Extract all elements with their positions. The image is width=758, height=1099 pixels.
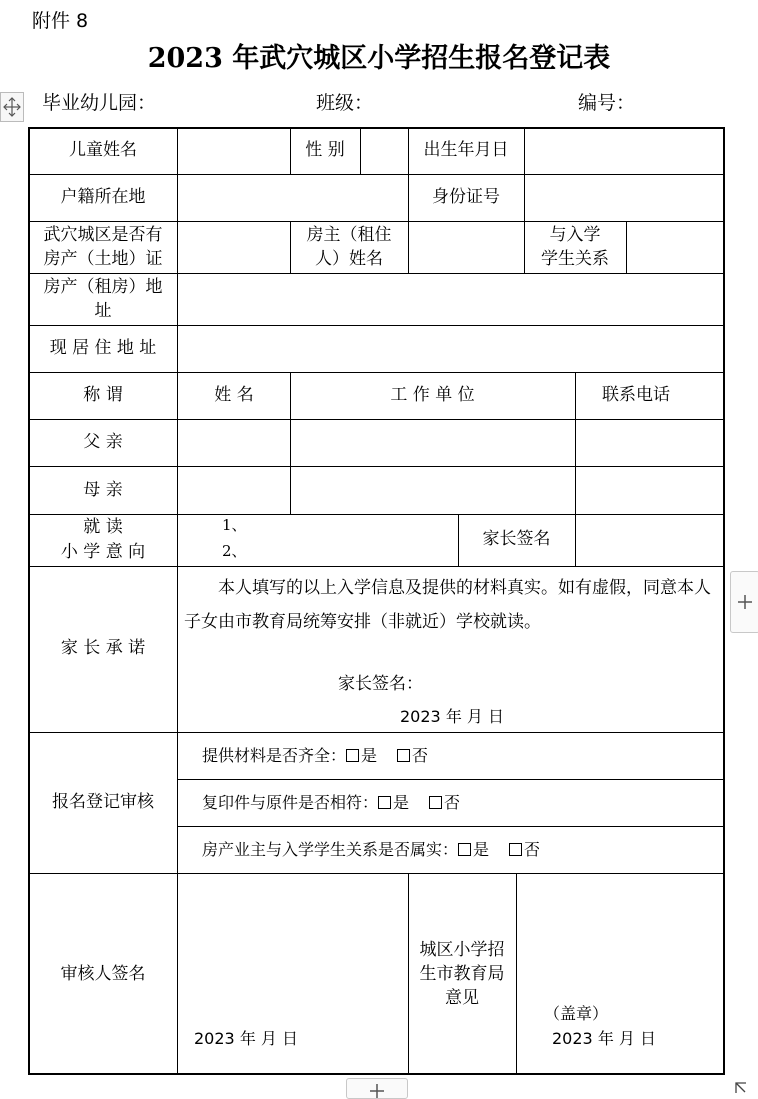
- yes-option[interactable]: [346, 744, 377, 767]
- form-title: 2023 年武穴城区小学招生报名登记表: [147, 43, 611, 74]
- col-divider: [177, 127, 178, 1074]
- row-divider: [28, 873, 725, 874]
- row-divider: [178, 779, 725, 780]
- promise-sign-label: 家长签名：: [338, 674, 423, 694]
- reviewer-sign-label: 审核人签名: [60, 964, 146, 984]
- current-addr-label: 现 居 住 地 址: [49, 338, 157, 358]
- yes-checkbox[interactable]: [458, 843, 471, 856]
- hukou-field[interactable]: [180, 177, 406, 219]
- row-divider: [28, 419, 725, 420]
- mother-phone-field[interactable]: [577, 469, 722, 512]
- promise-label: 家 长 承 诺: [60, 638, 146, 658]
- no-option[interactable]: [509, 838, 540, 861]
- row-divider: [178, 826, 725, 827]
- yes-label: 是: [361, 746, 378, 765]
- bureau-label-1: 城区小学招: [419, 940, 505, 960]
- col-divider: [290, 372, 291, 514]
- no-label: 否: [444, 793, 461, 812]
- bureau-label-2: 生市教育局: [419, 964, 505, 984]
- col-divider: [360, 127, 361, 174]
- col-divider: [290, 127, 291, 174]
- relation-field[interactable]: [628, 224, 722, 271]
- col-phone-label: 联系电话: [602, 385, 670, 405]
- intent-label-2: 小 学 意 向: [60, 542, 146, 562]
- col-divider: [524, 127, 525, 221]
- relation-label-2: 学生关系: [541, 249, 609, 269]
- col-divider: [626, 221, 627, 273]
- col-divider: [575, 372, 576, 514]
- row-divider: [28, 273, 725, 274]
- row-divider: [28, 566, 725, 567]
- yes-label: 是: [473, 840, 490, 859]
- bureau-label-3: 意见: [445, 988, 479, 1008]
- no-checkbox[interactable]: [509, 843, 522, 856]
- id-number-label: 身份证号: [432, 187, 500, 207]
- review-q3: 房产业主与入学学生关系是否属实：: [202, 840, 459, 859]
- promise-text: 本人填写的以上入学信息及提供的材料真实。如有虚假，同意本人子女由市教育局统筹安排（非就近）学校就读。: [184, 578, 711, 632]
- current-addr-field[interactable]: [180, 328, 722, 370]
- promise-date: [400, 705, 504, 728]
- no-checkbox[interactable]: [429, 796, 442, 809]
- yes-checkbox[interactable]: [378, 796, 391, 809]
- yes-option[interactable]: [378, 791, 409, 814]
- yes-checkbox[interactable]: [346, 749, 359, 762]
- reviewer-date: [194, 1027, 298, 1050]
- row-divider: [28, 325, 725, 326]
- add-row-button[interactable]: [346, 1078, 408, 1099]
- bureau-date-year: 2023: [552, 1029, 593, 1048]
- property-addr-field[interactable]: [180, 276, 722, 323]
- property-addr-label-1: 房产（租房）地: [43, 277, 163, 297]
- reviewer-date-suffix: 年 月 日: [239, 1029, 298, 1048]
- add-column-button[interactable]: [730, 571, 758, 633]
- child-name-label: 儿童姓名: [69, 140, 137, 160]
- reviewer-sign-field[interactable]: [180, 876, 406, 1016]
- number-label: 编号：: [578, 92, 636, 114]
- intent-parent-sign-field[interactable]: [577, 517, 722, 564]
- owner-name-field[interactable]: [410, 224, 522, 271]
- birth-date-field[interactable]: [526, 130, 722, 172]
- col-divider: [458, 514, 459, 566]
- review-q2: 复印件与原件是否相符：: [202, 793, 379, 812]
- promise-date-year: 2023: [400, 707, 441, 726]
- col-divider: [408, 221, 409, 273]
- owner-label-1: 房主（租住: [306, 225, 392, 245]
- col-divider: [290, 221, 291, 273]
- table-move-handle[interactable]: [0, 92, 24, 122]
- gender-field[interactable]: [362, 130, 406, 172]
- property-cert-label-1: 武穴城区是否有: [43, 225, 163, 245]
- father-name-field[interactable]: [180, 422, 288, 464]
- mother-label: 母 亲: [83, 480, 123, 500]
- yes-label: 是: [393, 793, 410, 812]
- row-divider: [28, 221, 725, 222]
- class-label: 班级：: [316, 92, 374, 114]
- property-addr-label-2: 址: [94, 301, 112, 321]
- father-label: 父 亲: [83, 432, 123, 452]
- review-q1: 提供材料是否齐全：: [202, 746, 347, 765]
- promise-date-suffix: 年 月 日: [445, 707, 504, 726]
- father-phone-field[interactable]: [577, 422, 722, 464]
- reviewer-date-year: 2023: [194, 1029, 235, 1048]
- col-divider: [516, 873, 517, 1074]
- col-divider: [408, 873, 409, 1074]
- review-row-2: [202, 791, 480, 814]
- choice-2[interactable]: 2、: [222, 542, 247, 560]
- mother-work-field[interactable]: [292, 469, 573, 512]
- kindergarten-label: 毕业幼儿园：: [42, 92, 157, 114]
- birth-date-label: 出生年月日: [423, 140, 509, 160]
- no-option[interactable]: [429, 791, 460, 814]
- child-name-field[interactable]: [180, 130, 288, 172]
- property-cert-field[interactable]: [180, 224, 288, 271]
- row-divider: [28, 732, 725, 733]
- row-divider: [28, 174, 725, 175]
- bureau-opinion-field[interactable]: [518, 876, 722, 996]
- property-cert-label-2: 房产（土地）证: [43, 249, 163, 269]
- col-divider: [524, 221, 525, 273]
- row-divider: [28, 466, 725, 467]
- col-divider: [575, 514, 576, 566]
- mother-name-field[interactable]: [180, 469, 288, 512]
- seal-label: （盖章）: [544, 1004, 609, 1023]
- no-label: 否: [412, 746, 429, 765]
- row-divider: [28, 372, 725, 373]
- relation-label-1: 与入学: [549, 225, 601, 245]
- col-title-label: 称 谓: [83, 385, 123, 405]
- col-work-label: 工 作 单 位: [390, 385, 475, 405]
- father-work-field[interactable]: [292, 422, 573, 464]
- intent-label-1: 就 读: [83, 517, 123, 537]
- attachment-label: 附件 8: [32, 10, 89, 32]
- move-arrows-icon: [3, 96, 21, 118]
- hukou-label: 户籍所在地: [60, 187, 146, 207]
- plus-icon: [737, 594, 753, 610]
- choice-1[interactable]: 1、: [222, 516, 247, 534]
- review-label: 报名登记审核: [52, 792, 154, 812]
- bureau-date: [552, 1027, 656, 1050]
- intent-parent-sign-label: 家长签名: [482, 529, 551, 549]
- gender-label: 性 别: [305, 140, 345, 160]
- no-label: 否: [524, 840, 541, 859]
- no-checkbox[interactable]: [397, 749, 410, 762]
- id-number-field[interactable]: [526, 177, 722, 219]
- no-option[interactable]: [397, 744, 428, 767]
- bureau-date-suffix: 年 月 日: [597, 1029, 656, 1048]
- col-name-label: 姓 名: [214, 385, 254, 405]
- yes-option[interactable]: [458, 838, 489, 861]
- owner-label-2: 人）姓名: [315, 249, 383, 269]
- col-divider: [408, 127, 409, 221]
- resize-corner-icon[interactable]: [734, 1081, 748, 1099]
- review-row-1: [202, 744, 448, 767]
- review-row-3: [202, 838, 560, 861]
